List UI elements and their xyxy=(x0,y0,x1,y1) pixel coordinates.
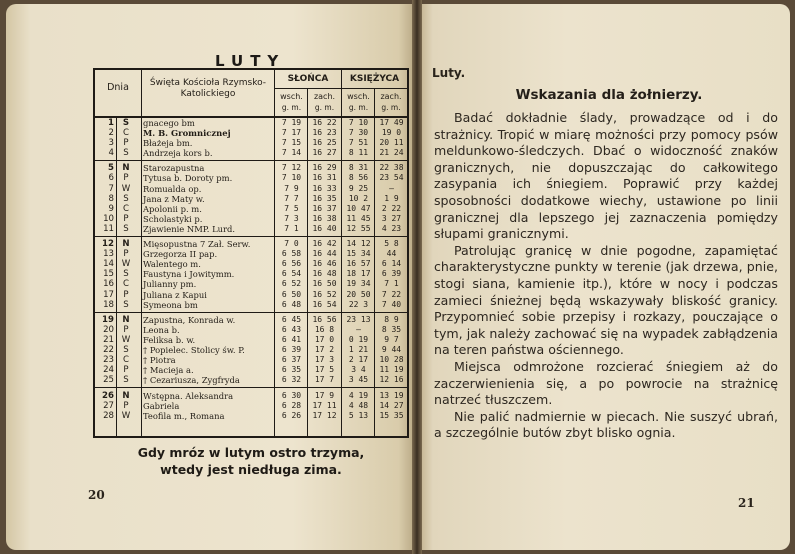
cell-weekdays: S xyxy=(123,223,129,234)
moon-header: KSIĘŻYCA xyxy=(349,74,400,84)
cell-moon-rise: 18 17 xyxy=(346,269,371,279)
cell-moon-set: 21 24 xyxy=(379,148,404,158)
week-group xyxy=(95,116,407,161)
cell-moon-rise: 3 45 xyxy=(348,375,369,385)
column-moon-set xyxy=(376,391,407,421)
paragraph: Patrolując granicę w dnie pogodne, zapamiętać charakterystyczne punkty w terenie (jak drzewa, pnie, stogi siana, kamienie itp.), które w nocy i podczas zamieci śnieżnej będą wskazywały bliskość granicy. Przypomnieć sobie przepisy i rozkazy, pouczające o tym, jak należy zachować się na wypadek zabłądzenia na teren państwa ościennego. xyxy=(434,242,778,358)
cell-moon-set: 1 9 xyxy=(384,193,399,203)
cell-sun-rise: 7 9 xyxy=(284,183,299,193)
cell-names: Juliana z Kapui xyxy=(143,289,207,300)
cell-sun-set: 16 33 xyxy=(312,183,337,193)
cell-days: 2 xyxy=(108,128,114,139)
cell-names: Symeona bm xyxy=(143,299,198,310)
cell-sun-rise: 7 10 xyxy=(281,173,302,183)
cell-sun-set: 16 44 xyxy=(312,249,337,259)
cell-sun-rise: 6 48 xyxy=(281,299,302,309)
column-moon-rise xyxy=(342,239,375,310)
cell-moon-rise: 9 25 xyxy=(348,183,369,193)
column-names xyxy=(143,239,273,310)
cell-names: Apolonii p. m. xyxy=(143,203,202,214)
sun-rise-header: wsch. xyxy=(280,92,303,101)
column-sun-rise xyxy=(276,391,307,421)
cell-names: Jana z Maty w. xyxy=(143,193,205,204)
cell-weekdays: C xyxy=(122,279,129,290)
cell-moon-set: 7 22 xyxy=(381,289,402,299)
cell-moon-rise: 5 13 xyxy=(348,410,369,420)
cell-moon-rise: 7 51 xyxy=(348,138,369,148)
cell-weekdays: W xyxy=(121,334,131,345)
cell-sun-rise: 7 1 xyxy=(284,223,299,233)
cell-days: 19 xyxy=(102,314,114,325)
column-weekdays xyxy=(120,315,132,386)
cell-sun-set: 17 12 xyxy=(312,410,337,420)
moon-set-header: zach. xyxy=(380,92,402,101)
column-sun-set xyxy=(308,315,341,386)
cell-weekdays: W xyxy=(121,183,131,194)
column-moon-set xyxy=(376,163,407,234)
cell-moon-set: 15 35 xyxy=(379,410,404,420)
cell-weekdays: N xyxy=(122,163,130,174)
cell-names: Walentego m. xyxy=(143,259,201,270)
column-moon-rise xyxy=(342,118,375,158)
sun-set-header: zach. xyxy=(313,92,336,101)
right-page-title: Wskazania dla żołnierzy. xyxy=(515,87,703,103)
cell-days: 9 xyxy=(108,203,114,214)
cell-names: Faustyna i Jowitymm. xyxy=(143,269,235,280)
cell-weekdays: W xyxy=(121,259,131,270)
column-weekdays xyxy=(120,391,132,421)
feasts-header: Święta Kościoła Rzymsko-Katolickiego xyxy=(149,78,267,99)
cell-moon-set: 11 19 xyxy=(379,365,404,375)
cell-days: 12 xyxy=(102,239,114,250)
column-sun-rise xyxy=(276,239,307,310)
column-moon-rise xyxy=(342,163,375,234)
column-names xyxy=(143,163,273,234)
cell-sun-rise: 6 30 xyxy=(281,390,302,400)
cell-sun-rise: 7 12 xyxy=(281,163,302,173)
cell-sun-rise: 6 28 xyxy=(281,400,302,410)
cell-sun-rise: 6 39 xyxy=(281,345,302,355)
instructions-text xyxy=(434,110,778,442)
cell-moon-rise: 1 21 xyxy=(348,345,369,355)
cell-weekdays: S xyxy=(123,193,129,204)
cell-days: 3 xyxy=(108,138,114,149)
cell-moon-rise: 8 31 xyxy=(348,163,369,173)
cell-sun-set: 17 5 xyxy=(314,365,335,375)
cell-sun-set: 16 8 xyxy=(314,324,335,334)
cell-sun-set: 16 35 xyxy=(312,193,337,203)
units-label: g. m. xyxy=(348,103,369,112)
cell-days: 5 xyxy=(108,163,114,174)
cell-days: 8 xyxy=(108,193,114,204)
cell-moon-set: 17 49 xyxy=(379,118,404,127)
cell-moon-rise: 3 4 xyxy=(351,365,366,375)
calendar-table xyxy=(93,68,409,438)
cell-moon-rise: 14 12 xyxy=(346,239,371,249)
cell-names: Wstępna. Aleksandra xyxy=(143,390,234,401)
cell-moon-rise: 7 30 xyxy=(348,128,369,138)
cell-sun-set: 16 40 xyxy=(312,223,337,233)
column-days xyxy=(98,391,114,421)
cell-moon-rise: 4 48 xyxy=(348,400,369,410)
cell-moon-rise: 11 45 xyxy=(346,213,371,223)
cell-weekdays: W xyxy=(121,410,131,421)
proverb-line-2: wtedy jest niedługa zima. xyxy=(160,462,342,477)
cell-sun-rise: 6 58 xyxy=(281,249,302,259)
cell-days: 21 xyxy=(103,334,114,345)
cell-days: 23 xyxy=(103,355,114,366)
cell-days: 17 xyxy=(103,289,114,300)
cell-sun-rise: 7 0 xyxy=(284,239,299,249)
week-group xyxy=(95,313,407,389)
paragraph: Badać dokładnie ślady, prowadzące od i do strażnicy. Tropić w miarę możności przy pomocy psów meldunkowo-śledczych. Dbać o widoczność znaków granicznych, nie dopuszczając do całkowitego zasypania ich śniegiem. Poprawić przy każdej sposobności dodatkowe wiechy, ustawione po linii granicznej dla lepszego jej zaznaczenia pomiędzy słupami granicznymi. xyxy=(434,110,778,242)
month-title: LUTY xyxy=(215,52,286,70)
column-days xyxy=(98,163,114,234)
cell-weekdays: S xyxy=(123,375,129,386)
cell-names: Grzegorza II pap. xyxy=(143,249,218,260)
cell-sun-rise: 7 17 xyxy=(281,128,302,138)
cell-names: gnacego bm xyxy=(143,118,195,128)
right-page-header: Luty. xyxy=(432,66,466,80)
cell-weekdays: P xyxy=(123,400,129,411)
moon-rise-header: wsch. xyxy=(347,92,370,101)
cell-weekdays: S xyxy=(123,345,129,356)
cell-days: 18 xyxy=(103,299,114,310)
column-moon-set xyxy=(376,118,407,158)
cell-moon-rise: 12 55 xyxy=(346,223,371,233)
cell-sun-set: 17 7 xyxy=(314,375,335,385)
cell-weekdays: N xyxy=(122,314,130,325)
column-sun-set xyxy=(308,391,341,421)
cell-days: 6 xyxy=(108,173,114,184)
cell-names: Teofila m., Romana xyxy=(143,410,225,421)
cell-weekdays: S xyxy=(122,118,130,128)
cell-sun-set: 16 38 xyxy=(312,213,337,223)
cell-sun-rise: 7 5 xyxy=(284,203,299,213)
cell-names: Starozapustna xyxy=(143,163,205,174)
cell-weekdays: C xyxy=(122,203,129,214)
cell-days: 11 xyxy=(103,223,114,234)
units-label: g. m. xyxy=(281,103,302,112)
cell-moon-set: 8 9 xyxy=(384,314,399,324)
proverb-line-1: Gdy mróz w lutym ostro trzyma, xyxy=(137,445,365,460)
cell-sun-set: 16 42 xyxy=(312,239,337,249)
cell-days: 28 xyxy=(103,410,114,421)
cell-sun-rise: 7 14 xyxy=(281,148,302,158)
paragraph: Miejsca odmrożone rozcierać śniegiem aż do zaczerwienienia się, a po powrocie na strażnicę natrzeć tłuszczem. xyxy=(434,358,778,408)
cell-sun-rise: 6 26 xyxy=(281,410,302,420)
cell-sun-rise: 6 43 xyxy=(281,324,302,334)
cell-names: Scholastyki p. xyxy=(143,213,203,224)
cell-moon-set: 3 27 xyxy=(381,213,402,223)
cell-names: M. B. Gromnicznej xyxy=(143,128,231,139)
cell-sun-set: 16 50 xyxy=(312,279,337,289)
cell-sun-set: 17 2 xyxy=(314,345,335,355)
cell-days: 7 xyxy=(108,183,114,194)
cell-sun-rise: 6 45 xyxy=(281,314,302,324)
cell-weekdays: C xyxy=(122,355,129,366)
cell-sun-set: 16 23 xyxy=(312,128,337,138)
book-gutter xyxy=(412,0,422,554)
cell-sun-set: 17 9 xyxy=(314,390,335,400)
cell-names: Gabriela xyxy=(143,400,180,411)
column-names xyxy=(143,315,273,386)
cell-moon-set: 9 44 xyxy=(381,345,402,355)
cell-sun-rise: 6 41 xyxy=(281,334,302,344)
cell-moon-set: 7 1 xyxy=(384,279,399,289)
cell-moon-set: 5 8 xyxy=(384,239,399,249)
cell-weekdays: S xyxy=(123,269,129,280)
cell-weekdays: S xyxy=(123,148,129,159)
cell-weekdays: N xyxy=(122,390,130,401)
cell-moon-rise: 15 34 xyxy=(346,249,371,259)
cell-sun-set: 16 56 xyxy=(312,314,337,324)
cell-moon-set: 9 7 xyxy=(384,334,399,344)
cell-days: 15 xyxy=(103,269,114,280)
cell-sun-set: 16 46 xyxy=(312,259,337,269)
cell-sun-rise: 7 3 xyxy=(284,213,299,223)
cell-weekdays: P xyxy=(123,138,129,149)
cell-moon-set: 12 16 xyxy=(379,375,404,385)
column-days xyxy=(98,118,114,158)
cell-sun-set: 17 11 xyxy=(312,400,337,410)
cell-weekdays: N xyxy=(122,239,130,250)
column-moon-rise xyxy=(342,315,375,386)
cell-weekdays: S xyxy=(123,299,129,310)
cell-names: Leona b. xyxy=(143,324,180,335)
cell-days: 26 xyxy=(102,390,114,401)
cell-sun-set: 17 3 xyxy=(314,355,335,365)
cell-days: 25 xyxy=(103,375,114,386)
cell-sun-rise: 6 54 xyxy=(281,269,302,279)
cell-days: 1 xyxy=(108,118,114,128)
cell-moon-rise: 10 47 xyxy=(346,203,371,213)
column-sun-set xyxy=(308,239,341,310)
cell-sun-set: 16 31 xyxy=(312,173,337,183)
cell-days: 24 xyxy=(103,365,114,376)
column-moon-rise xyxy=(342,391,375,421)
cell-sun-set: 16 52 xyxy=(312,289,337,299)
cell-sun-set: 16 54 xyxy=(312,299,337,309)
cell-sun-set: 16 27 xyxy=(312,148,337,158)
cell-moon-set: — xyxy=(389,183,394,193)
column-days xyxy=(98,239,114,310)
units-label: g. m. xyxy=(314,103,335,112)
units-label: g. m. xyxy=(381,103,401,112)
cell-sun-rise: 6 52 xyxy=(281,279,302,289)
cell-moon-rise: 8 11 xyxy=(348,148,369,158)
cell-moon-rise: 20 50 xyxy=(346,289,371,299)
right-page-number: 21 xyxy=(738,496,755,510)
cell-moon-rise: 0 19 xyxy=(348,334,369,344)
column-moon-set xyxy=(376,239,407,310)
cell-moon-set: 6 14 xyxy=(381,259,402,269)
cell-sun-rise: 7 7 xyxy=(284,193,299,203)
cell-names: Mięsopustna 7 Zał. Serw. xyxy=(143,239,251,250)
cell-weekdays: P xyxy=(123,173,129,184)
week-group xyxy=(95,389,407,424)
left-page-number: 20 xyxy=(88,488,105,502)
cell-sun-set: 17 0 xyxy=(314,334,335,344)
cell-sun-set: 16 37 xyxy=(312,203,337,213)
cell-moon-rise: — xyxy=(356,324,361,334)
column-moon-set xyxy=(376,315,407,386)
cell-days: 27 xyxy=(103,400,114,411)
cell-moon-set: 20 11 xyxy=(379,138,404,148)
cell-moon-rise: 8 56 xyxy=(348,173,369,183)
cell-days: 22 xyxy=(103,345,114,356)
column-names xyxy=(143,118,273,158)
cell-sun-set: 16 48 xyxy=(312,269,337,279)
cell-names: Andrzeja kors b. xyxy=(143,148,213,159)
cell-moon-set: 13 19 xyxy=(379,390,404,400)
sun-header: SŁOŃCA xyxy=(287,74,329,84)
cell-moon-set: 7 40 xyxy=(381,299,402,309)
column-sun-rise xyxy=(276,118,307,158)
column-sun-set xyxy=(308,163,341,234)
column-weekdays xyxy=(120,118,132,158)
cell-days: 13 xyxy=(103,249,114,260)
cell-names: † Popielec. Stolicy św. P. xyxy=(143,345,245,356)
column-days xyxy=(98,315,114,386)
cell-moon-set: 19 0 xyxy=(381,128,402,138)
cell-sun-rise: 6 56 xyxy=(281,259,302,269)
cell-moon-rise: 10 2 xyxy=(348,193,369,203)
cell-weekdays: P xyxy=(123,365,129,376)
cell-moon-rise: 2 17 xyxy=(348,355,369,365)
column-sun-set xyxy=(308,118,341,158)
days-header: Dnia xyxy=(107,82,129,93)
cell-names: Zjawienie NMP. Lurd. xyxy=(143,223,236,234)
cell-names: Feliksa b. w. xyxy=(143,334,196,345)
cell-moon-rise: 7 10 xyxy=(348,118,369,127)
cell-moon-set: 22 38 xyxy=(379,163,404,173)
cell-weekdays: P xyxy=(123,213,129,224)
cell-moon-set: 6 39 xyxy=(381,269,402,279)
cell-days: 14 xyxy=(103,259,114,270)
cell-weekdays: P xyxy=(123,249,129,260)
cell-weekdays: P xyxy=(123,324,129,335)
cell-moon-set: 44 xyxy=(386,249,397,259)
cell-sun-rise: 6 50 xyxy=(281,289,302,299)
cell-moon-set: 8 35 xyxy=(381,324,402,334)
cell-moon-rise: 19 34 xyxy=(346,279,371,289)
cell-sun-rise: 6 37 xyxy=(281,355,302,365)
cell-weekdays: C xyxy=(122,128,129,139)
cell-sun-set: 16 25 xyxy=(312,138,337,148)
cell-days: 4 xyxy=(108,148,114,159)
cell-names: † Macieja a. xyxy=(143,365,194,376)
cell-days: 10 xyxy=(103,213,114,224)
cell-names: † Cezariusza, Zygfryda xyxy=(143,375,240,386)
paragraph: Nie palić nadmiernie w piecach. Nie suszyć ubrań, a szczególnie butów zbyt blisko ognia. xyxy=(434,408,778,441)
cell-weekdays: P xyxy=(123,289,129,300)
column-sun-rise xyxy=(276,315,307,386)
cell-sun-rise: 7 19 xyxy=(281,118,302,127)
week-group xyxy=(95,237,407,313)
proverb xyxy=(93,444,409,478)
cell-sun-rise: 6 32 xyxy=(281,375,302,385)
cell-sun-rise: 7 15 xyxy=(281,138,302,148)
cell-moon-set: 23 54 xyxy=(379,173,404,183)
cell-names: † Piotra xyxy=(143,355,176,366)
cell-moon-set: 4 23 xyxy=(381,223,402,233)
cell-moon-rise: 4 19 xyxy=(348,390,369,400)
cell-sun-rise: 6 35 xyxy=(281,365,302,375)
cell-names: Julianny pm. xyxy=(143,279,197,290)
cell-moon-set: 10 28 xyxy=(379,355,404,365)
week-group xyxy=(95,161,407,237)
column-weekdays xyxy=(120,163,132,234)
cell-names: Błażeja bm. xyxy=(143,138,193,149)
cell-days: 16 xyxy=(103,279,114,290)
column-weekdays xyxy=(120,239,132,310)
cell-sun-set: 16 29 xyxy=(312,163,337,173)
cell-moon-rise: 23 13 xyxy=(346,314,371,324)
cell-moon-set: 2 22 xyxy=(381,203,402,213)
column-sun-rise xyxy=(276,163,307,234)
cell-names: Romualda op. xyxy=(143,183,202,194)
cell-moon-set: 14 27 xyxy=(379,400,404,410)
column-names xyxy=(143,391,273,421)
cell-sun-set: 16 22 xyxy=(312,118,337,127)
cell-moon-rise: 16 57 xyxy=(346,259,371,269)
cell-names: Tytusa b. Doroty pm. xyxy=(143,173,233,184)
cell-days: 20 xyxy=(103,324,114,335)
cell-moon-rise: 22 3 xyxy=(348,299,369,309)
cell-names: Zapustna, Konrada w. xyxy=(143,314,236,325)
